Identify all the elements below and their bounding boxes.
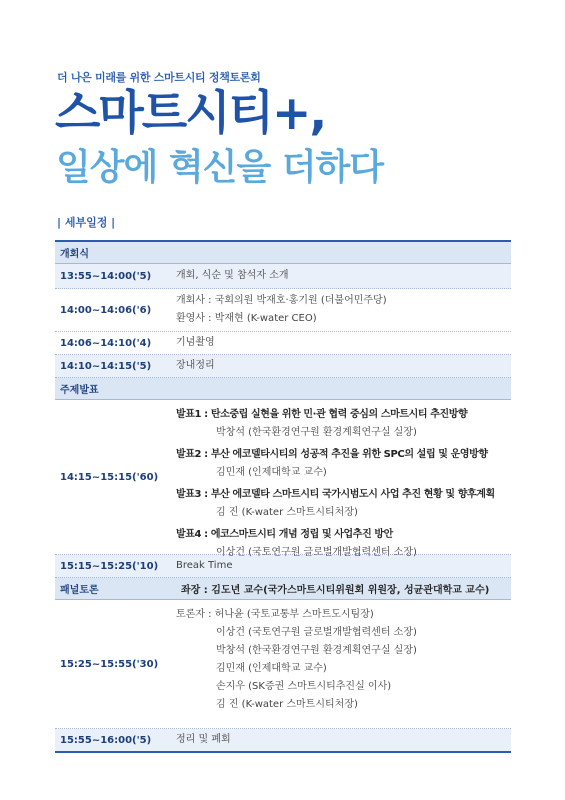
table-row xyxy=(55,729,511,751)
main-title: 스마트시티+, xyxy=(55,86,326,141)
time-cell: 15:25~15:55('30) xyxy=(60,658,159,670)
table-row xyxy=(55,555,511,578)
table-row xyxy=(55,332,511,355)
presentation-item xyxy=(176,446,511,482)
event-subtitle: 더 나은 미래를 위한 스마트시티 정책토론회 xyxy=(57,71,261,84)
section-label: | 세부일정 | xyxy=(57,216,116,229)
panelist: 김 진 (K-water 스마트시티처장) xyxy=(216,699,358,710)
presentation-title: 발표4 : 에코스마트시티 개념 정립 및 사업추진 방안 xyxy=(176,529,393,540)
panelist: 토론자 : 허나윤 (국토교통부 스마트도시팀장) xyxy=(176,609,374,620)
panelist: 손지우 (SK증권 스마트시티추진실 이사) xyxy=(216,681,392,692)
detail-cell xyxy=(172,355,511,377)
detail-line: 장내정리 xyxy=(176,360,215,371)
schedule-table xyxy=(55,240,511,753)
time-cell: 14:15~15:15('60) xyxy=(60,471,159,483)
table-row xyxy=(55,289,511,332)
panelist: 박창석 (한국환경연구원 환경계획연구실 실장) xyxy=(216,645,417,656)
detail-cell xyxy=(172,332,511,354)
table-row xyxy=(55,400,511,558)
detail-cell xyxy=(172,289,511,331)
time-cell: 14:10~14:15('5) xyxy=(60,360,152,372)
time-cell: 13:55~14:00('5) xyxy=(60,270,152,282)
main-subtitle: 일상에 혁신을 더하다 xyxy=(56,147,384,188)
section-header-label: 개회식 xyxy=(60,249,89,260)
presentation-speaker: 김 진 (K-water 스마트시티처장) xyxy=(216,507,358,518)
detail-cell xyxy=(172,400,511,558)
presentation-title: 발표3 : 부산 에코델타 스마트시티 국가시범도시 사업 추진 현황 및 향후계획 xyxy=(176,489,495,500)
presentation-speaker: 이상건 (국토연구원 글로벌개발협력센터 소장) xyxy=(216,547,417,558)
panelist: 김민재 (인제대학교 교수) xyxy=(216,663,327,674)
detail-cell xyxy=(172,600,511,728)
section-header-keynote xyxy=(55,378,511,400)
presentation-title: 발표2 : 부산 에코델타시티의 성공적 추진을 위한 SPC의 설립 및 운영방향 xyxy=(176,449,488,460)
presentation-speaker: 박창석 (한국환경연구원 환경계획연구실 실장) xyxy=(216,427,417,438)
detail-line: 정리 및 폐회 xyxy=(176,734,231,745)
table-row xyxy=(55,600,511,729)
section-header-opening xyxy=(55,242,511,264)
time-cell: 14:06~14:10('4) xyxy=(60,337,152,349)
panel-chair: 좌장 : 김도년 교수(국가스마트시티위원회 위원장, 성균관대학교 교수) xyxy=(181,585,490,596)
presentation-title: 발표1 : 탄소중립 실현을 위한 민·관 협력 중심의 스마트시티 추진방향 xyxy=(176,409,468,420)
table-row xyxy=(55,355,511,378)
presentation-item xyxy=(176,486,511,522)
panelist: 이상건 (국토연구원 글로벌개발협력센터 소장) xyxy=(216,627,417,638)
detail-line: 환영사 : 박재현 (K-water CEO) xyxy=(176,313,317,324)
table-row xyxy=(55,264,511,289)
time-cell: 15:15~15:25('10) xyxy=(60,560,159,572)
detail-line: 개회사 : 국회의원 박재호·홍기원 (더불어민주당) xyxy=(176,295,387,306)
section-header-label: 패널토론 xyxy=(60,585,99,596)
detail-cell xyxy=(172,264,511,288)
detail-line: 기념촬영 xyxy=(176,337,215,348)
detail-line: Break Time xyxy=(176,560,233,571)
detail-cell xyxy=(172,729,511,751)
time-cell: 14:00~14:06('6) xyxy=(60,304,152,316)
detail-line: 개회, 식순 및 참석자 소개 xyxy=(176,270,289,281)
section-header-panel xyxy=(55,578,511,600)
time-cell: 15:55~16:00('5) xyxy=(60,734,152,746)
section-header-label: 주제발표 xyxy=(60,385,99,396)
detail-cell xyxy=(172,555,511,577)
presentation-speaker: 김민재 (인제대학교 교수) xyxy=(216,467,327,478)
presentation-item xyxy=(176,406,511,442)
